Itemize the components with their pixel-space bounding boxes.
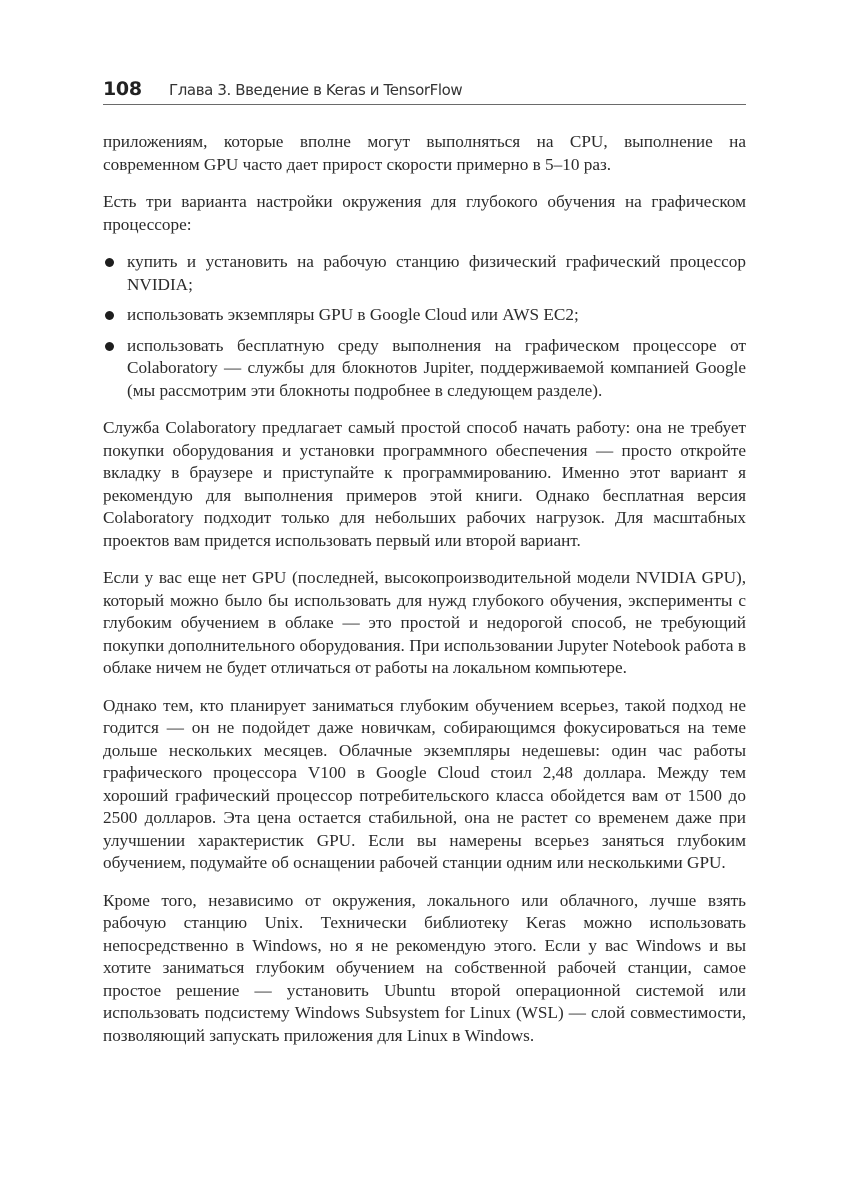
page-number: 108: [103, 78, 142, 100]
list-item-text: купить и установить на рабочую станцию физический графический процессор NVIDIA;: [127, 252, 746, 294]
paragraph-gpu-speedup: приложениям, которые вполне могут выполняться на CPU, выполнение на современном GPU часто дает прирост скорости примерно в 5–10 раз.: [103, 132, 746, 174]
list-item: [103, 251, 746, 296]
list-item: [103, 304, 746, 327]
list-item-text: использовать бесплатную среду выполнения на графическом процессоре от Colaboratory — службы для блокнотов Jupiter, поддерживаемой компанией Google (мы рассмотрим эти блокноты подробнее в следующем разделе).: [127, 335, 746, 400]
bullet-icon: [105, 342, 114, 351]
body-text: [103, 131, 746, 1047]
paragraph-cloud-costs: Однако тем, кто планирует заниматься глубоким обучением всерьез, такой подход не годится — он не подойдет даже новичкам, собирающимся фокусироваться на теме дольше нескольких месяцев. Облачные экземпляры недешевы: один час работы графического процессора V100 в Google Cloud стоил 2,48 доллара. Между тем хороший графический процессор потребительского класса обойдется вам от 1500 до 2500 долларов. Эта цена остается стабильной, она не растет со временем даже при улучшении характеристик GPU. Если вы намерены всерьез заняться глубоким обучением, подумайте об оснащении рабочей станции одним или несколькими GPU.: [103, 695, 746, 872]
paragraph-cloud-experiments: Если у вас еще нет GPU (последней, высокопроизводительной модели NVIDIA GPU), который можно было бы использовать для нужд глубокого обучения, эксперименты с глубоким обучением в облаке — это простой и недорогой способ, не требующий покупки дополнительного оборудования. При использовании Jupyter Notebook работа в облаке ничем не будет отличаться от работы на локальном компьютере.: [103, 568, 746, 677]
list-item: [103, 335, 746, 403]
chapter-title: Глава 3. Введение в Keras и TensorFlow: [169, 81, 463, 99]
running-header: [103, 78, 746, 105]
book-page: [103, 78, 746, 1062]
list-item-text: использовать экземпляры GPU в Google Cloud или AWS EC2;: [127, 305, 579, 324]
paragraph-colaboratory: Служба Colaboratory предлагает самый простой способ начать работу: она не требует покупки оборудования и установки программного обеспечения — просто откройте вкладку в браузере и приступайте к программированию. Именно этот вариант я рекомендую для выполнения примеров этой книги. Однако бесплатная версия Colaboratory подходит только для небольших рабочих нагрузок. Для масштабных проектов вам придется использовать первый или второй вариант.: [103, 418, 746, 550]
bullet-icon: [105, 258, 114, 267]
setup-options-list: [103, 251, 746, 402]
paragraph-setup-options-intro: Есть три варианта настройки окружения для глубокого обучения на графическом процессоре:: [103, 192, 746, 234]
bullet-icon: [105, 311, 114, 320]
paragraph-unix-workstation: Кроме того, независимо от окружения, локального или облачного, лучше взять рабочую станцию Unix. Технически библиотеку Keras можно использовать непосредственно в Windows, но я не рекомендую этого. Если у вас Windows и вы хотите заниматься глубоким обучением на собственной рабочей станции, самое простое решение — установить Ubuntu второй операционной системой или использовать подсистему Windows Subsystem for Linux (WSL) — слой совместимости, позволяющий запускать приложения для Linux в Windows.: [103, 890, 746, 1045]
